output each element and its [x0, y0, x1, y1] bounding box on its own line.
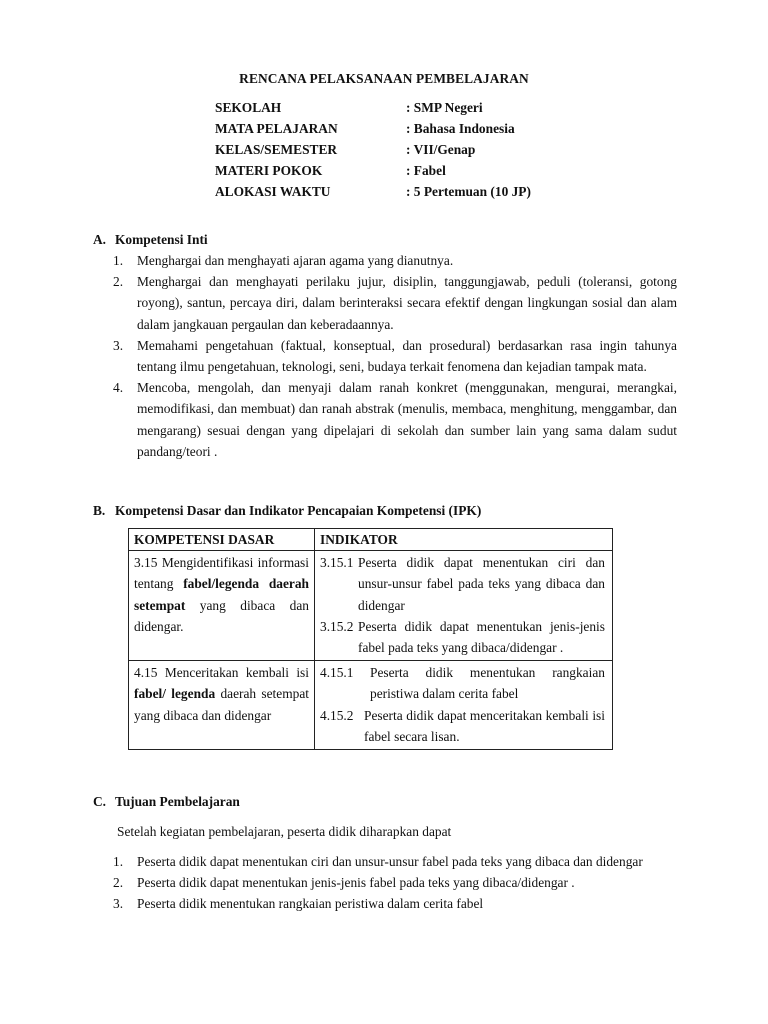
kompetensi-inti-list: [113, 250, 677, 462]
list-item: [113, 335, 677, 377]
info-value: : SMP Negeri: [406, 100, 483, 115]
info-label: MATA PELAJARAN: [215, 121, 338, 136]
list-text: Menghargai dan menghayati perilaku jujur, disiplin, tanggungjawab, peduli (toleransi, gotong royong), santun, percaya diri, dalam berinteraksi secara efektif dengan lingkungan sosial dan alam dalam jangkauan pergaulan dan keberadaannya.: [137, 274, 677, 332]
kd-code: 3.15: [134, 555, 158, 571]
kd-bold-text: fabel/legenda daerah setempat: [134, 576, 309, 613]
list-item: [113, 893, 677, 914]
section-a-heading: [93, 232, 208, 248]
info-label: MATERI POKOK: [215, 163, 323, 178]
info-row-mata-pelajaran: [215, 118, 531, 139]
info-value: : 5 Pertemuan (10 JP): [406, 184, 531, 199]
list-text: Peserta didik menentukan rangkaian peristiwa dalam cerita fabel: [137, 896, 484, 912]
indicator-text: Peserta didik dapat menentukan ciri dan unsur-unsur fabel pada teks yang dibaca dan didengar: [358, 555, 605, 613]
section-title: Tujuan Pembelajaran: [115, 794, 240, 809]
kd-cell: [129, 661, 315, 750]
indicator-item: [320, 616, 605, 658]
indicator-text: Peserta didik dapat menceritakan kembali isi fabel secara lisan.: [364, 707, 605, 744]
page-title: RENCANA PELAKSANAAN PEMBELAJARAN: [239, 71, 529, 86]
section-letter: A.: [93, 232, 107, 247]
list-number: 1.: [113, 253, 124, 268]
indicator-code: 4.15.2: [320, 707, 354, 723]
kd-code: 4.15: [134, 665, 158, 681]
list-number: 4.: [113, 380, 124, 396]
section-b-heading: [93, 503, 481, 519]
kompetensi-table: [128, 528, 613, 750]
list-item: [113, 250, 677, 271]
indicator-text: Peserta didik menentukan rangkaian peristiwa dalam cerita fabel: [370, 665, 605, 702]
list-item: [113, 851, 677, 872]
indicator-item: [320, 552, 605, 616]
indicator-code: 3.15.2: [320, 618, 354, 634]
list-number: 2.: [113, 274, 124, 290]
list-number: 2.: [113, 875, 124, 891]
indicator-code: 4.15.1: [320, 665, 354, 681]
kd-text: Mengidentifikasi informasi tentang: [134, 555, 309, 592]
info-value: : Fabel: [406, 163, 446, 178]
kd-cell: [129, 551, 315, 661]
section-c-heading: [93, 794, 240, 810]
info-row-sekolah: [215, 97, 531, 118]
indicator-code: 3.15.1: [320, 555, 354, 571]
info-value: : Bahasa Indonesia: [406, 121, 515, 136]
table-row: [129, 661, 613, 750]
table-header-indikator: INDIKATOR: [315, 529, 613, 551]
kd-text-end: daerah setempat yang dibaca dan didengar: [134, 686, 309, 723]
list-item: [113, 271, 677, 335]
table-header-row: [129, 529, 613, 551]
section-title: Kompetensi Dasar dan Indikator Pencapaian Kompetensi (IPK): [115, 503, 482, 518]
section-letter: B.: [93, 503, 106, 518]
indicator-item: [320, 662, 605, 704]
kd-text-end: yang dibaca dan didengar.: [134, 597, 309, 634]
info-row-alokasi-waktu: [215, 181, 531, 202]
list-text: Memahami pengetahuan (faktual, konseptual, dan prosedural) berdasarkan rasa ingin tahunya tentang ilmu pengetahuan, teknologi, seni, budaya terkait fenomena dan kejadian tampak mata.: [137, 337, 677, 375]
list-item: [113, 872, 677, 893]
info-label: SEKOLAH: [215, 100, 282, 115]
identity-block: [215, 97, 531, 202]
kd-text: Menceritakan kembali isi: [164, 665, 309, 681]
list-number: 3.: [113, 337, 124, 353]
info-row-kelas-semester: [215, 139, 531, 160]
info-label: KELAS/SEMESTER: [215, 142, 338, 157]
list-number: 3.: [113, 896, 124, 912]
list-item: [113, 377, 677, 462]
section-letter: C.: [93, 794, 107, 809]
kd-bold-text: fabel/ legenda: [134, 686, 216, 702]
tujuan-list: [113, 851, 677, 915]
indicator-text: Peserta didik dapat menentukan jenis-jenis fabel pada teks yang dibaca/didengar .: [358, 618, 605, 656]
list-text: Mencoba, mengolah, dan menyaji dalam ranah konkret (menggunakan, mengurai, merangkai, memodifikasi, dan membuat) dan ranah abstrak (menulis, membaca, menghitung, menggambar, dan mengarang) sesuai dengan yang dipelajari di sekolah dan sumber lain yang sama dalam sudut pandang/teori .: [137, 380, 677, 459]
info-value: : VII/Genap: [406, 142, 476, 157]
list-text: Peserta didik dapat menentukan jenis-jenis fabel pada teks yang dibaca/didengar .: [137, 875, 575, 891]
indicator-item: [320, 705, 605, 747]
section-title: Kompetensi Inti: [115, 232, 208, 247]
list-number: 1.: [113, 854, 124, 869]
indikator-cell: [315, 551, 613, 661]
indikator-cell: [315, 661, 613, 750]
info-label: ALOKASI WAKTU: [215, 184, 331, 199]
table-row: [129, 551, 613, 661]
list-text: Menghargai dan menghayati ajaran agama yang dianutnya.: [137, 253, 454, 268]
info-row-materi-pokok: [215, 160, 531, 181]
tujuan-intro: Setelah kegiatan pembelajaran, peserta didik diharapkan dapat: [117, 824, 452, 839]
list-text: Peserta didik dapat menentukan ciri dan unsur-unsur fabel pada teks yang dibaca dan didengar: [137, 854, 643, 869]
table-header-kd: KOMPETENSI DASAR: [129, 529, 315, 551]
